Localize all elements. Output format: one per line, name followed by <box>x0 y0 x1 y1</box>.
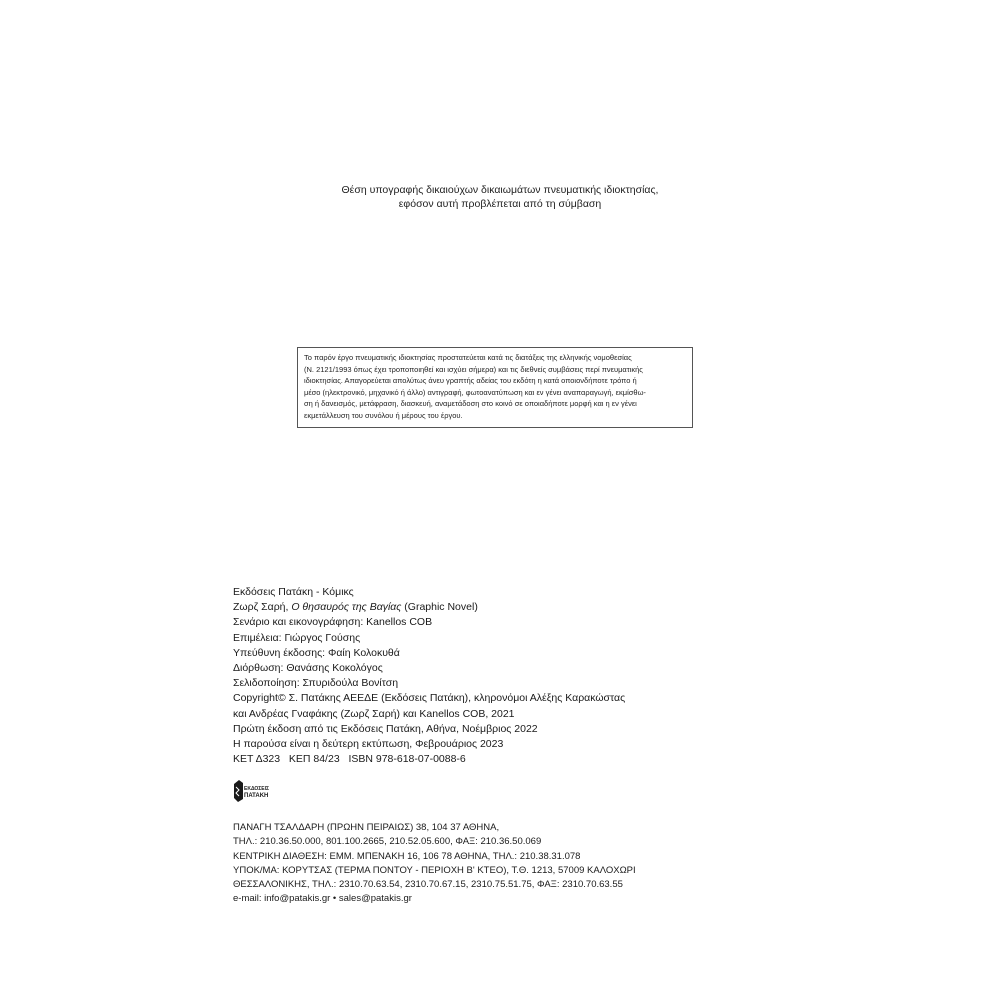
editing-credit: Επιμέλεια: Γιώργος Γούσης <box>233 631 361 644</box>
legal-notice-line: (Ν. 2121/1993 όπως έχει τροποποιηθεί και ισχύει σήμερα) και τις διεθνείς συμβάσεις περί πνευματικής <box>304 364 643 374</box>
signature-note-line: εφόσον αυτή προβλέπεται από τη σύμβαση <box>398 198 602 210</box>
copyright-line: Copyright© Σ. Πατάκης ΑΕΕΔΕ (Εκδόσεις Πατάκη), κληρονόμοι Αλέξης Καρακώστας <box>233 692 626 705</box>
book-title-line <box>233 600 703 615</box>
book-format: (Graphic Novel) <box>401 601 478 614</box>
script-art-credit: Σενάριο και εικονογράφηση: Kanellos COB <box>233 616 433 629</box>
signature-note-line: Θέση υπογραφής δικαιούχων δικαιωμάτων πνευματικής ιδιοκτησίας, <box>341 184 659 196</box>
legal-notice-line: ιδιοκτησίας. Απαγορεύεται απολύτως άνευ γραπτής αδείας του εκδότη η κατά οποιονδήποτε τρόπο ή <box>304 376 637 386</box>
colophon <box>233 585 703 767</box>
responsible-editor-credit: Υπεύθυνη έκδοσης: Φαίη Κολοκυθά <box>233 646 400 659</box>
address-line: ΤΗΛ.: 210.36.50.000, 801.100.2665, 210.52.05.600, ΦΑΞ: 210.36.50.069 <box>233 836 542 848</box>
address-line: ΘΕΣΣΑΛΟΝΙΚΗΣ, ΤΗΛ.: 2310.70.63.54, 2310.70.67.15, 2310.75.51.75, ΦΑΞ: 2310.70.63.55 <box>233 879 623 891</box>
kep-code: ΚΕΠ 84/23 <box>288 753 340 766</box>
publisher-address <box>233 821 703 907</box>
legal-notice-line: Το παρόν έργο πνευματικής ιδιοκτησίας προστατεύεται κατά τις διατάξεις της ελληνικής νομοθεσίας <box>304 353 632 362</box>
legal-notice-line: μέσο (ηλεκτρονικό, μηχανικό ή άλλο) αντιγραφή, φωτοανατύπωση και εν γένει αναπαραγωγή, εκμίσθω- <box>304 387 646 397</box>
legal-notice-line: ση ή δανεισμός, μετάφραση, διασκευή, αναμετάδοση στο κοινό σε οποιαδήποτε μορφή και η εν γένει <box>304 399 637 409</box>
book-title: Ο θησαυρός της Βαγίας <box>291 601 402 614</box>
address-line: ΠΑΝΑΓΗ ΤΣΑΛΔΑΡΗ (ΠΡΩΗΝ ΠΕΙΡΑΙΩΣ) 38, 104 37 ΑΘΗΝΑ, <box>233 822 500 833</box>
catalog-codes <box>233 752 703 767</box>
first-edition-line: Πρώτη έκδοση από τις Εκδόσεις Πατάκη, Αθήνα, Νοέμβριος 2022 <box>233 722 538 735</box>
reprint-line: Η παρούσα είναι η δεύτερη εκτύπωση, Φεβρουάριος 2023 <box>233 738 504 751</box>
copyright-line: και Ανδρέας Γναφάκης (Ζωρζ Σαρή) και Kanellos COB, 2021 <box>233 707 515 720</box>
isbn: ISBN 978-618-07-0088-6 <box>348 753 466 766</box>
signature-placement-note <box>250 183 750 211</box>
patakis-publisher-logo-icon <box>233 779 269 803</box>
logo-text-line1: ΕΚΔΟΣΕΙΣ <box>244 786 269 792</box>
copyright-legal-notice <box>297 347 693 428</box>
email-line: e-mail: info@patakis.gr • sales@patakis.gr <box>233 893 412 905</box>
ket-code: ΚΕΤ Δ323 <box>233 753 281 766</box>
address-line: ΥΠΟΚ/ΜΑ: ΚΟΡΥΤΣΑΣ (ΤΕΡΜΑ ΠΟΝΤΟΥ - ΠΕΡΙΟΧΗ Β' ΚΤΕΟ), Τ.Θ. 1213, 57009 ΚΑΛΟΧΩΡΙ <box>233 864 636 876</box>
address-line: ΚΕΝΤΡΙΚΗ ΔΙΑΘΕΣΗ: ΕΜΜ. ΜΠΕΝΑΚΗ 16, 106 78 ΑΘΗΝΑ, ΤΗΛ.: 210.38.31.078 <box>233 850 581 862</box>
logo-text-line2: ΠΑΤΑΚΗ <box>244 793 269 799</box>
legal-notice-line: εκμετάλλευση του συνόλου ή μέρους του έργου. <box>304 410 463 420</box>
layout-credit: Σελιδοποίηση: Σπυριδούλα Βονίτση <box>233 677 399 690</box>
proofreading-credit: Διόρθωση: Θανάσης Κοκολόγος <box>233 662 383 675</box>
author-name: Ζωρζ Σαρή, <box>233 601 292 614</box>
series-line: Εκδόσεις Πατάκη - Κόμικς <box>233 586 354 598</box>
